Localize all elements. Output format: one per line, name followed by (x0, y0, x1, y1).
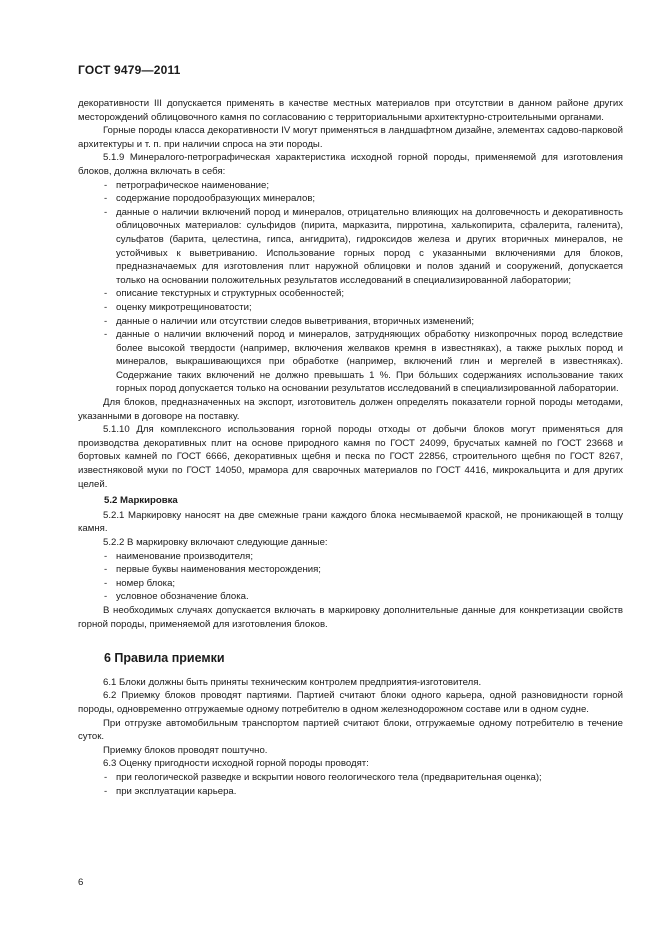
list-item-text: первые буквы наименования месторождения; (116, 564, 321, 576)
paragraph: 5.2.1 Маркировку наносят на две смежные грани каждого блока несмываемой краской, не проникающей в толщу камня. (78, 509, 623, 535)
list-item (78, 550, 623, 564)
paragraph: 5.2.2 В маркировку включают следующие данные: (103, 537, 328, 548)
list-dash: - (104, 591, 108, 603)
list-item (78, 328, 623, 396)
list-dash: - (104, 301, 108, 313)
list-item-text: данные о наличии включений пород и минералов, отрицательно влияющих на долговечность и декоративность облицовочных материалов: сульфидов (пирита, марказита, пирротина, халькопирита, сфалерита, галенита), сульфатов (барита, целестина, гипса, ангидрита), гидроксидов железа и других вторичных минералов, не устойчивых к выветриванию. Использование горных пород с указанными включениями для блоков, предназначаемых для изготовления плит наружной облицовки и полов зданий и сооружений, допускается только на основании положительных результатов исследований в специализированной лаборатории; (116, 206, 623, 286)
list-item-text: оценку микротрещиноватости; (116, 301, 252, 313)
paragraph: 6.3 Оценку пригодности исходной горной породы проводят: (103, 758, 369, 770)
list-item-text: номер блока; (116, 577, 176, 589)
list-item (78, 315, 623, 329)
paragraph: декоративности III допускается применять в качестве местных материалов при отсутствии в данном районе других месторождений облицовочного камня по согласованию с территориальными архитектурно-строительными органами. (78, 98, 623, 123)
list-item-text: наименование производителя; (116, 550, 253, 562)
subsection-heading: 5.2 Маркировка (104, 495, 178, 507)
paragraph: 5.1.9 Минералого-петрографическая характеристика исходной горной породы, применяемой для изготовления блоков, должна включать в себя: (78, 152, 623, 177)
list-item-text: при эксплуатации карьера. (116, 785, 237, 797)
list-item (78, 785, 623, 799)
list-dash: - (104, 564, 108, 576)
paragraph: При отгрузке автомобильным транспортом партией считают блоки, отгружаемые одному потребителю в течение суток. (78, 717, 623, 743)
list-dash: - (104, 785, 108, 797)
list-item (78, 301, 623, 315)
paragraph: В необходимых случаях допускается включать в маркировку дополнительные данные для конкретизации свойств горной породы, применяемой для изготовления блоков. (78, 604, 623, 630)
list-dash: - (104, 771, 108, 783)
list-item-text: содержание породообразующих минералов; (116, 193, 316, 205)
list-item (78, 577, 623, 591)
document-body (78, 97, 623, 798)
list-item (78, 563, 623, 577)
list-item (78, 771, 623, 785)
list-item (78, 590, 623, 604)
list-item (78, 206, 623, 288)
list-item-text: данные о наличии включений пород и минералов, затрудняющих обработку низкопрочных пород вследствие более высокой твердости (например, включения желваков кремня в известняках), а также рыхлых пород и минералов, выкрашивающихся при обработке (например, включений глин и мергелей в известняках). Содержание таких включений не должно превышать 1 %. При бóльших содержаниях использование таких горных пород допускается только на основании результатов исследований в специализированной лаборатории. (116, 329, 623, 395)
list-dash: - (104, 550, 108, 562)
document-header: ГОСТ 9479—2011 (78, 63, 181, 77)
list-item (78, 287, 623, 301)
page-number: 6 (78, 877, 84, 888)
section-heading: 6 Правила приемки (104, 651, 225, 666)
list-dash: - (104, 577, 108, 589)
paragraph: 5.1.10 Для комплексного использования горной породы отходы от добычи блоков могут применяться для производства декоративных плит на основе природного камня по ГОСТ 24099, брусчатых камней по ГОСТ 23668 и бортовых камней по ГОСТ 6666, декоративных щебня и песка по ГОСТ 22856, строительного щебня по ГОСТ 8267, известняковой муки по ГОСТ 14050, мрамора для сварочных материалов по ГОСТ 4416, микрокальцита и для других целей. (78, 424, 623, 490)
list-item-text: описание текстурных и структурных особенностей; (116, 288, 344, 300)
list-dash: - (104, 315, 108, 327)
list-item-text: при геологической разведке и вскрытии нового геологического тела (предварительная оценка); (116, 771, 542, 783)
list-item (78, 192, 623, 206)
list-item-text: петрографическое наименование; (116, 179, 270, 191)
paragraph: Горные породы класса декоративности IV могут применяться в ландшафтном дизайне, элементах садово-парковой архитектуры и т. п. при наличии спроса на эти породы. (78, 125, 623, 150)
list-dash: - (104, 329, 108, 341)
list-dash: - (104, 179, 108, 191)
paragraph: 6.1 Блоки должны быть приняты техническим контролем предприятия-изготовителя. (103, 676, 482, 688)
list-dash: - (104, 288, 108, 300)
list-dash: - (104, 193, 108, 205)
list-item (78, 179, 623, 193)
paragraph: Для блоков, предназначенных на экспорт, изготовитель должен определять показатели горной породы методами, указанными в договоре на поставку. (78, 397, 623, 422)
list-item-text: данные о наличии или отсутствии следов выветривания, вторичных изменений; (116, 315, 475, 327)
paragraph: Приемку блоков проводят поштучно. (103, 744, 268, 756)
list-dash: - (104, 206, 108, 218)
list-item-text: условное обозначение блока. (116, 591, 249, 603)
paragraph: 6.2 Приемку блоков проводят партиями. Партией считают блоки одного карьера, одной разновидности горной породы, одновременно отгружаемые одному потребителю в одном железнодорожном составе или в одном судне. (78, 690, 623, 715)
